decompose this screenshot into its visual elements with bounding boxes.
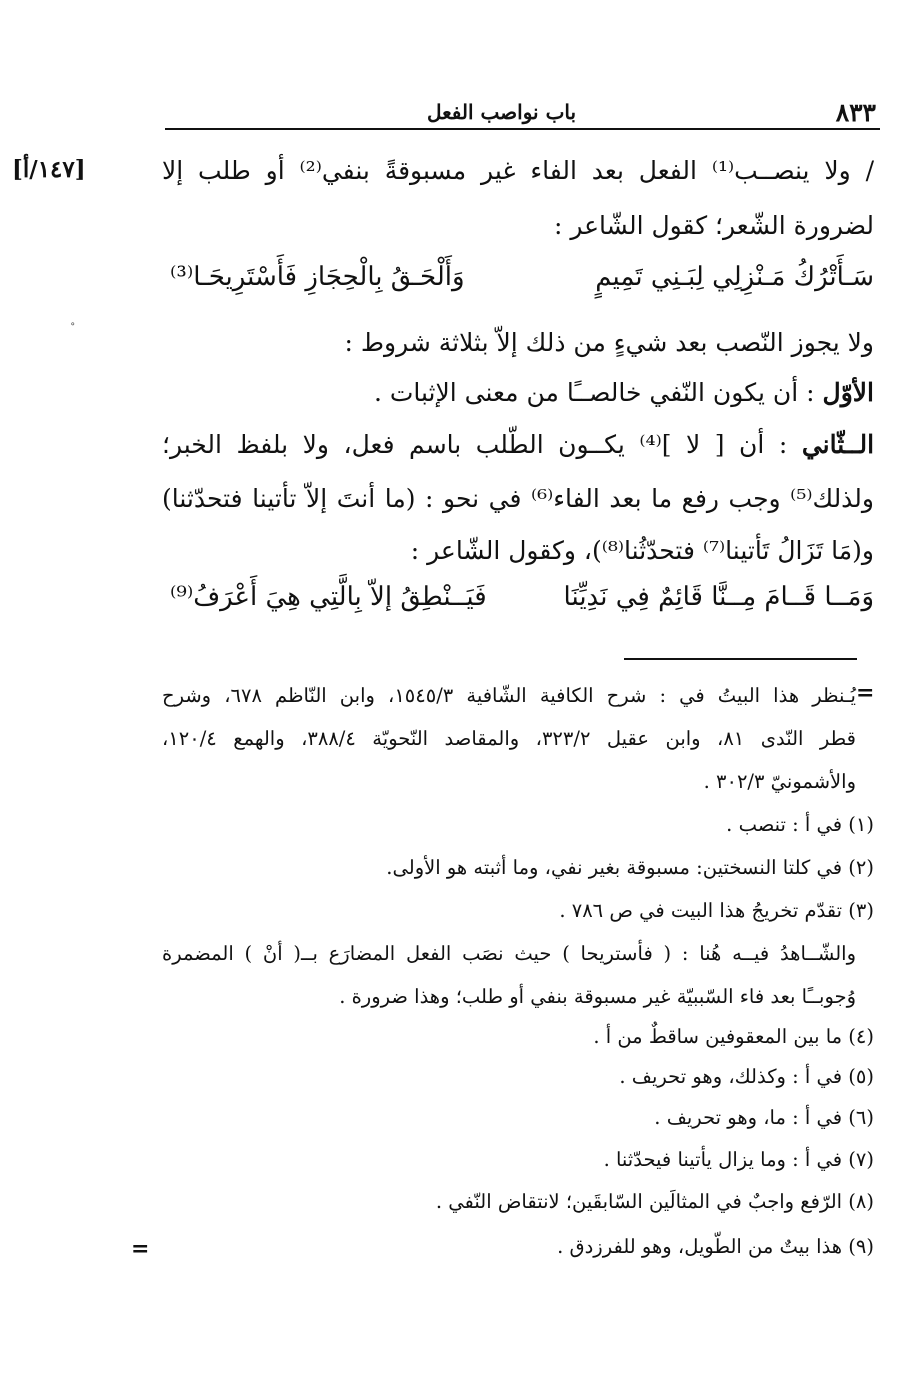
verse-2-second-hemistich: فَيَــنْطِقُ إلاّ بِالَّتِي هِيَ أَعْرَفُ⁽⁹⁾ [170, 582, 487, 612]
body-line-2: لضرورة الشّعر؛ كقول الشّاعر : [553, 211, 874, 240]
running-title: باب نواصب الفعل [427, 100, 577, 124]
footnote-separator [624, 658, 857, 660]
footnote-2: (٢) في كلتا النسختين: مسبوقة بغير نفي، وما أثبته هو الأولى. [386, 856, 874, 879]
footnote-6: (٦) في أ : ما، وهو تحريف . [654, 1106, 874, 1129]
footnote-3-comment-line-2: وُجوبــًا بعد فاء السّببيّة غير مسبوقة بنفي أو طلب؛ وهذا ضرورة . [339, 985, 856, 1008]
footnote-4: (٤) ما بين المعقوفين ساقطٌ من أ . [593, 1025, 874, 1048]
continuation-mark-top: = [856, 680, 875, 706]
footnote-9: (٩) هذا بيتٌ من الطّويل، وهو للفرزدق . [557, 1235, 874, 1258]
footnote-continued-line-1: يُـنظر هذا البيتُ في : شرح الكافية الشّافية ١٥٤٥/٣، وابن النّاظم ٦٧٨، وشرح [162, 684, 856, 707]
body-line-3: ولا يجوز النّصب بعد شيءٍ من ذلك إلاّ بثلاثة شروط : [344, 328, 874, 357]
body-line-5 [162, 432, 874, 457]
footnote-continued-line-2: قطر النّدى ٨١، وابن عقيل ٣٢٣/٢، والمقاصد النّحويّة ٣٨٨/٤، والهمع ١٢٠/٤، [162, 727, 857, 750]
body-line-1: / ولا ينصــب⁽¹⁾ الفعل بعد الفاء غير مسبوقةً بنفي⁽²⁾ أو طلب إلا [162, 156, 874, 185]
first-condition-text: : أن يكون النّفي خالصــًا من معنى الإثبات . [373, 378, 823, 407]
body-line-6: ولذلك⁽⁵⁾ وجب رفع ما بعد الفاء⁽⁶⁾ في نحو : (ما أنتَ إلاّ تأتينا فتحدّثنا) [162, 484, 874, 513]
verse-1-second-hemistich: وَأَلْحَـقُ بِالْحِجَازِ فَأَسْتَرِيحَـا⁽³⁾ [170, 262, 465, 292]
footnote-5: (٥) في أ : وكذلك، وهو تحريف . [619, 1065, 874, 1088]
first-condition-label: الأوّل [822, 378, 874, 407]
verse-1-first-hemistich: سَـأَتْرُكُ مَـنْزِلِي لِبَـنِي تَمِيمٍ [595, 262, 874, 292]
verse-2-first-hemistich: وَمَــا قَــامَ مِــنَّا قَائِمٌ فِي نَدِيِّنَا [563, 582, 874, 612]
footnote-3: (٣) تقدّم تخريجُ هذا البيت في ص ٧٨٦ . [559, 899, 874, 922]
footnote-8: (٨) الرّفع واجبٌ في المثالَين السّابقَين؛ لانتقاض النّفي . [435, 1190, 874, 1213]
body-line-7: و(مَا تَزَالُ تَأتينا⁽⁷⁾ فتحدّثُنا⁽⁸⁾)، وكقول الشّاعر : [410, 536, 874, 565]
footnote-1: (١) في أ : تنصب . [726, 813, 874, 836]
footnote-3-comment-line-1: والشّــاهدُ فيــه هُنا : ( فأستريحا ) حيث نصَب الفعل المضارَع بــ( أنْ ) المضمرة [162, 942, 856, 965]
footnote-continued-line-3: والأشمونيّ ٣٠٢/٣ . [703, 770, 856, 793]
page-number: ٨٣٣ [835, 98, 876, 127]
second-condition-text: : أن [ لا ]⁽⁴⁾ يكــون الطّلب باسم فعل، ولا بلفظ الخبر؛ [162, 430, 802, 459]
second-condition-label: الــثّاني [801, 430, 875, 459]
manuscript-folio-reference: [١٤٧/أ] [12, 156, 86, 183]
footnote-7: (٧) في أ : وما يزال يأتينا فيحدّثنا . [603, 1148, 874, 1171]
page-header [165, 96, 880, 130]
body-line-4 [162, 380, 874, 405]
continuation-mark-bottom: = [131, 1236, 150, 1262]
